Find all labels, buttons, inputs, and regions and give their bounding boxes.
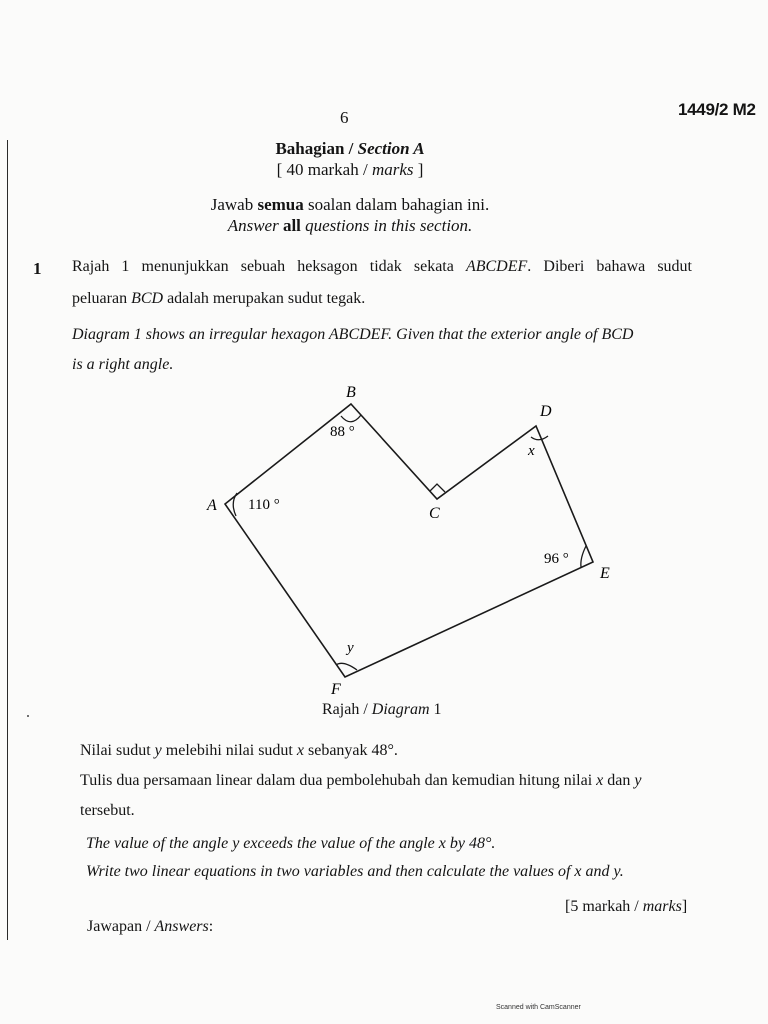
part2-ms-line-1 <box>80 741 700 761</box>
text: Nilai sudut <box>80 742 155 759</box>
angle-label-f: y <box>347 640 354 656</box>
var-x: x <box>596 772 604 789</box>
instr-ms-text: Jawab <box>210 195 258 214</box>
answers-ms: Jawapan / <box>87 918 155 935</box>
hexagon-name: ABCDEF <box>465 258 528 275</box>
section-marks-prefix: [ 40 markah / <box>276 160 372 179</box>
caption-en: Diagram <box>371 701 430 718</box>
section-marks-en: marks <box>371 160 414 179</box>
page-number: 6 <box>340 108 349 127</box>
marks-close: ] <box>681 898 688 915</box>
question-marks <box>565 898 687 916</box>
vertex-label-f: F <box>331 681 341 698</box>
text: adalah merupakan sudut tegak. <box>163 290 366 307</box>
question-ms-line-1 <box>72 257 692 277</box>
section-marks-suffix: ] <box>413 160 424 179</box>
vertex-label-d: D <box>540 403 552 420</box>
instr-en-text-2: questions in this section. <box>300 216 473 235</box>
question-ms-line-2 <box>72 289 692 309</box>
scanner-watermark: Scanned with CamScanner <box>496 1004 581 1011</box>
question-number: 1 <box>33 259 42 278</box>
hexagon-outline <box>225 404 593 677</box>
part2-ms-line-2 <box>80 771 700 791</box>
section-instructions <box>0 194 700 236</box>
margin-line <box>7 140 8 940</box>
caption-number: 1 <box>429 701 442 718</box>
angle-label-e: 96 ° <box>544 551 569 567</box>
right-angle-marker-c <box>430 484 445 492</box>
answers-en: Answers <box>154 918 209 935</box>
section-heading <box>0 138 700 180</box>
text: sebanyak 48°. <box>303 742 398 759</box>
text: . Diberi bahawa sudut <box>527 258 692 275</box>
scan-speck <box>27 715 29 717</box>
var-x: x <box>296 742 304 759</box>
text: Tulis dua persamaan linear dalam dua pembolehubah dan kemudian hitung nilai <box>80 772 597 789</box>
vertex-label-b: B <box>346 384 356 401</box>
answers-colon: : <box>208 918 214 935</box>
section-title <box>0 138 700 159</box>
question-en-line-1: Diagram 1 shows an irregular hexagon ABCDEF. Given that the exterior angle of BCD <box>72 326 634 343</box>
instruction-ms <box>0 194 700 215</box>
part2-en-line-1: The value of the angle y exceeds the value of the angle x by 48°. <box>86 835 496 852</box>
section-marks <box>0 159 700 180</box>
angle-label-d: x <box>528 443 535 459</box>
marks-ms: [5 markah / <box>565 898 643 915</box>
marks-en: marks <box>642 898 682 915</box>
section-title-ms: Bahagian / <box>275 139 358 158</box>
instr-ms-bold: semua <box>257 195 304 214</box>
paper-code: 1449/2 M2 <box>678 100 756 119</box>
text: peluaran <box>72 290 132 307</box>
vertex-label-e: E <box>600 565 610 582</box>
instr-ms-text-2: soalan dalam bahagian ini. <box>303 195 490 214</box>
angle-arc-b <box>341 415 361 422</box>
var-y: y <box>634 772 642 789</box>
part2-en-line-2: Write two linear equations in two variables and then calculate the values of x and y. <box>86 863 624 880</box>
text: Rajah 1 menunjukkan sebuah heksagon tidak sekata <box>72 258 466 275</box>
angle-name: BCD <box>131 290 164 307</box>
vertex-label-a: A <box>207 497 217 514</box>
instruction-en <box>0 215 700 236</box>
section-title-en: Section A <box>357 139 425 158</box>
angle-arc-e <box>581 546 586 567</box>
instr-en-bold: all <box>282 216 301 235</box>
vertex-label-c: C <box>429 505 440 522</box>
angle-label-a: 110 ° <box>248 497 280 513</box>
text: dan <box>603 772 635 789</box>
angle-label-b: 88 ° <box>330 424 355 440</box>
caption-ms: Rajah / <box>322 701 372 718</box>
diagram-caption <box>322 701 442 719</box>
answers-label <box>87 918 213 936</box>
hexagon-diagram <box>200 380 640 720</box>
angle-arc-d <box>531 436 548 440</box>
var-y: y <box>154 742 162 759</box>
text: melebihi nilai sudut <box>161 742 297 759</box>
question-en-line-2: is a right angle. <box>72 356 174 373</box>
instr-en-text: Answer <box>227 216 283 235</box>
part2-ms-line-3: tersebut. <box>80 802 135 819</box>
